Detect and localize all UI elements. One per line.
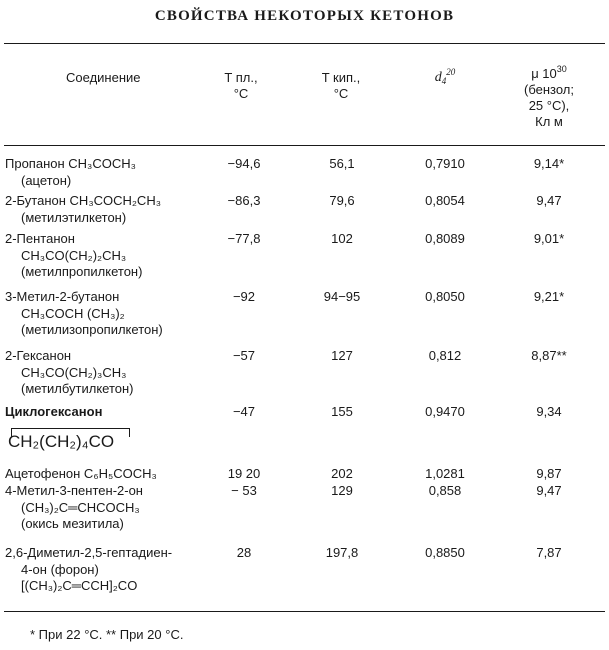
compound-name-line1: 2,6-Диметил-2,5-гептадиен- bbox=[5, 545, 173, 560]
compound-name-line1: 2-Бутанон CH₃COCH₂CH₃ bbox=[5, 193, 162, 208]
density: 0,8850 bbox=[425, 545, 465, 560]
density: 0,858 bbox=[428, 483, 462, 498]
melting-point: 28 bbox=[236, 545, 252, 560]
header-rule bbox=[4, 145, 605, 146]
melting-point: 19 20 bbox=[227, 466, 261, 481]
compound-name bbox=[5, 404, 220, 421]
header-mu-line3: 25 °C), bbox=[528, 98, 570, 113]
melting-point: − 53 bbox=[231, 483, 257, 498]
header-mp-line2: °C bbox=[233, 86, 249, 101]
compound-name bbox=[5, 348, 220, 398]
header-dipole-moment bbox=[494, 66, 604, 130]
dipole-moment: 9,47 bbox=[536, 483, 562, 498]
compound-name-line1: 2-Пентанон bbox=[5, 231, 75, 246]
compound-name-line3: (окись мезитила) bbox=[21, 516, 124, 531]
header-density bbox=[400, 67, 490, 86]
compound-name-line2: (метилэтилкетон) bbox=[21, 209, 127, 225]
header-density-symbol: d bbox=[434, 70, 442, 85]
header-compound: Соединение bbox=[66, 70, 141, 85]
compound-name-line1: Циклогексанон bbox=[5, 404, 103, 419]
dipole-moment: 9,34 bbox=[536, 404, 562, 419]
table-title: СВОЙСТВА НЕКОТОРЫХ КЕТОНОВ bbox=[154, 8, 455, 24]
melting-point: −57 bbox=[232, 348, 256, 363]
header-density-sup: 20 bbox=[446, 67, 456, 77]
cyclohexanone-ring-structure bbox=[8, 424, 158, 456]
dipole-moment: 9,47 bbox=[536, 193, 562, 208]
melting-point: −92 bbox=[232, 289, 256, 304]
compound-name bbox=[5, 545, 220, 595]
top-rule bbox=[4, 43, 605, 44]
melting-point: −86,3 bbox=[227, 193, 261, 208]
dipole-moment: 8,87** bbox=[531, 348, 567, 363]
boiling-point: 197,8 bbox=[325, 545, 359, 560]
compound-name-line2: CH₃CO(CH₂)₂CH₃ bbox=[21, 247, 127, 263]
compound-name-line3: (метилбутилкетон) bbox=[21, 381, 134, 396]
compound-name bbox=[5, 156, 220, 189]
compound-name-line1: 2-Гексанон bbox=[5, 348, 72, 363]
dipole-moment: 7,87 bbox=[536, 545, 562, 560]
density: 0,9470 bbox=[425, 404, 465, 419]
boiling-point: 102 bbox=[331, 231, 353, 246]
header-mp-line1: T пл., bbox=[224, 70, 258, 85]
header-melting-point bbox=[196, 70, 286, 102]
header-mu-line4: Кл м bbox=[535, 114, 563, 129]
compound-name-line1: 4-Метил-3-пентен-2-он bbox=[5, 483, 143, 498]
bottom-rule bbox=[4, 611, 605, 612]
header-density-sub: 4 bbox=[441, 76, 447, 86]
density: 0,7910 bbox=[425, 156, 465, 171]
melting-point: −77,8 bbox=[227, 231, 261, 246]
compound-name bbox=[5, 231, 220, 281]
boiling-point: 129 bbox=[331, 483, 353, 498]
melting-point: −47 bbox=[232, 404, 256, 419]
compound-name-line3: (метилпропилкетон) bbox=[21, 264, 143, 279]
header-mu-sup: 30 bbox=[556, 64, 567, 74]
density: 0,8050 bbox=[425, 289, 465, 304]
dipole-moment: 9,14* bbox=[533, 156, 565, 171]
density: 1,0281 bbox=[425, 466, 465, 481]
density: 0,8089 bbox=[425, 231, 465, 246]
header-mu-line2: (бензол; bbox=[524, 82, 574, 97]
footnote: * При 22 °C. ** При 20 °C. bbox=[30, 627, 184, 642]
dipole-moment: 9,01* bbox=[533, 231, 565, 246]
compound-name-line1: Ацетофенон C₆H₅COCH₃ bbox=[5, 466, 157, 481]
header-mu-line1 bbox=[494, 66, 604, 82]
dipole-moment: 9,21* bbox=[533, 289, 565, 304]
header-boiling-point bbox=[296, 70, 386, 102]
compound-name bbox=[5, 466, 220, 483]
compound-name bbox=[5, 483, 220, 533]
compound-name-line1: 3-Метил-2-бутанон bbox=[5, 289, 120, 304]
dipole-moment: 9,87 bbox=[536, 466, 562, 481]
compound-name-line1: Пропанон CH₃COCH₃ bbox=[5, 156, 136, 171]
compound-name bbox=[5, 193, 220, 226]
boiling-point: 94−95 bbox=[323, 289, 361, 304]
melting-point: −94,6 bbox=[227, 156, 261, 171]
density: 0,812 bbox=[428, 348, 462, 363]
boiling-point: 127 bbox=[331, 348, 353, 363]
compound-name-line2: 4-он (форон) bbox=[21, 561, 99, 577]
compound-name-line2: (CH₃)₂C═CHCOCH₃ bbox=[21, 499, 140, 515]
boiling-point: 202 bbox=[331, 466, 353, 481]
header-bp-line1: T кип., bbox=[321, 70, 361, 85]
compound-name-line3: (метилизопропилкетон) bbox=[21, 322, 163, 337]
compound-name-line2: CH₃CO(CH₂)₃CH₃ bbox=[21, 364, 127, 380]
compound-name-line2: (ацетон) bbox=[21, 172, 72, 188]
density: 0,8054 bbox=[425, 193, 465, 208]
ring-formula: CH₂(CH₂)₄CO bbox=[8, 432, 115, 451]
boiling-point: 56,1 bbox=[329, 156, 355, 171]
compound-name bbox=[5, 289, 220, 339]
boiling-point: 79,6 bbox=[329, 193, 355, 208]
header-bp-line2: °C bbox=[333, 86, 349, 101]
header-mu-symbol: μ 10 bbox=[531, 66, 557, 81]
boiling-point: 155 bbox=[331, 404, 353, 419]
compound-name-line3: [(CH₃)₂C═CCH]₂CO bbox=[21, 578, 138, 593]
compound-name-line2: CH₃COCH (CH₃)₂ bbox=[21, 305, 125, 321]
